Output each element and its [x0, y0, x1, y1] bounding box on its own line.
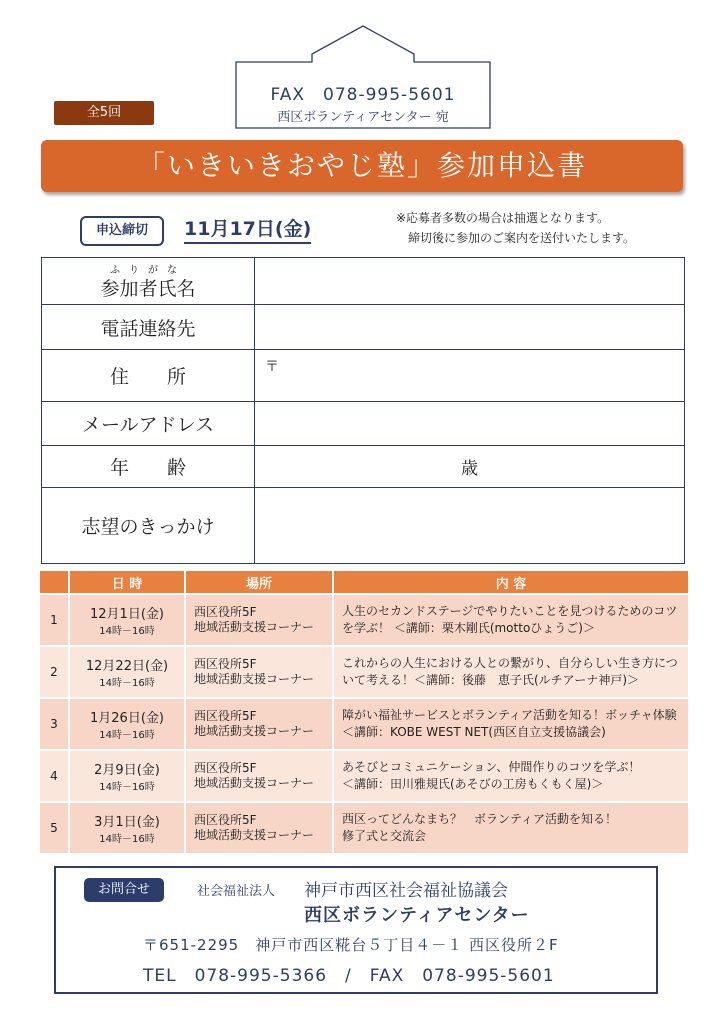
place-line: 西区役所5F	[194, 657, 257, 671]
session-content	[333, 594, 688, 646]
session-time: 14時－16時	[99, 834, 155, 845]
session-datetime	[69, 646, 185, 698]
session-number: 4	[40, 750, 69, 802]
deadline-date: 11月17日(金)	[184, 214, 311, 244]
place-line: 地域活動支援コーナー	[194, 828, 315, 842]
place-line: 地域活動支援コーナー	[194, 620, 315, 634]
session-date: 1月26日(金)	[90, 711, 164, 726]
session-datetime	[69, 802, 185, 853]
session-time: 14時－16時	[99, 730, 155, 741]
session-count-badge: 全5回	[54, 101, 154, 125]
place-line: 西区役所5F	[194, 605, 257, 619]
session-number: 5	[40, 802, 69, 853]
contact-phone-fax: TEL 078-995-5366 / FAX 078-995-5601	[143, 966, 555, 986]
table-row	[40, 698, 688, 750]
content-line: ＜講師：田川雅規氏(あそびの工房もくもく屋)＞	[342, 777, 604, 791]
session-datetime	[69, 750, 185, 802]
name-label: 参加者氏名	[100, 278, 196, 300]
session-date: 12月1日(金)	[90, 607, 164, 622]
lottery-note: ※応募者多数の場合は抽選となります。	[396, 211, 610, 225]
postal-mark: 〒	[265, 359, 279, 375]
place-line: 西区役所5F	[194, 761, 257, 775]
content-line: 西区ってどんなまち？ ボランティア活動を知る！	[342, 812, 618, 826]
name-kana: ふりがな	[110, 265, 186, 276]
header-content: 内 容	[333, 571, 688, 594]
session-place	[185, 646, 333, 698]
name-field[interactable]	[255, 258, 685, 305]
org-type: 社会福祉法人	[197, 884, 276, 899]
table-row	[40, 750, 688, 802]
content-line: 修了式と交流会	[342, 829, 427, 843]
session-date: 3月1日(金)	[94, 815, 160, 830]
session-date: 2月9日(金)	[94, 763, 160, 778]
schedule-table	[40, 571, 688, 853]
address-field[interactable]	[255, 350, 685, 402]
application-form	[41, 257, 685, 564]
place-line: 地域活動支援コーナー	[194, 672, 315, 686]
table-row	[40, 594, 688, 646]
place-line: 地域活動支援コーナー	[194, 724, 315, 738]
deadline-badge: 申込締切	[80, 216, 164, 246]
session-content	[333, 802, 688, 853]
session-number: 2	[40, 646, 69, 698]
center-name: 西区ボランティアセンター	[304, 905, 530, 926]
session-place	[185, 698, 333, 750]
motive-field[interactable]	[255, 488, 685, 564]
session-place	[185, 750, 333, 802]
age-field[interactable]	[255, 446, 685, 488]
session-time: 14時－16時	[99, 782, 155, 793]
session-content	[333, 698, 688, 750]
org-name: 神戸市西区社会福祉協議会	[304, 881, 508, 901]
phone-label: 電話連絡先	[42, 305, 255, 350]
session-datetime	[69, 698, 185, 750]
content-line: いて考える！＜講師：後藤 恵子氏(ルチアーナ神戸)＞	[342, 673, 640, 687]
table-row	[40, 646, 688, 698]
content-line: 障がい福祉サービスとボランティア活動を知る！ボッチャ体験	[342, 708, 677, 722]
place-line: 西区役所5F	[194, 813, 257, 827]
session-number: 1	[40, 594, 69, 646]
content-line: これからの人生における人との繋がり、自分らしい生き方につ	[342, 656, 678, 670]
guidance-note: 締切後に参加のご案内を送付いたします。	[408, 231, 636, 245]
session-number: 3	[40, 698, 69, 750]
session-date: 12月22日(金)	[85, 659, 169, 674]
content-line: ＜講師：KOBE WEST NET(西区自立支援協議会)	[342, 725, 606, 739]
content-line: を学ぶ！ ＜講師：栗木剛氏(mottoひょうご)＞	[342, 621, 595, 635]
age-unit: 歳	[461, 459, 478, 479]
session-place	[185, 802, 333, 853]
content-line: あそびとコミュニケーション、仲間作りのコツを学ぶ！	[342, 760, 641, 774]
session-place	[185, 594, 333, 646]
motive-label: 志望のきっかけ	[42, 488, 255, 564]
place-line: 地域活動支援コーナー	[194, 776, 315, 790]
session-content	[333, 646, 688, 698]
email-label: メールアドレス	[42, 402, 255, 446]
header-no	[40, 571, 69, 594]
email-field[interactable]	[255, 402, 685, 446]
phone-field[interactable]	[255, 305, 685, 350]
contact-badge: お問合せ	[84, 878, 164, 902]
fax-number: FAX 078-995-5601	[270, 85, 456, 105]
session-datetime	[69, 594, 185, 646]
page-title: 「いきいきおやじ塾」参加申込書	[41, 140, 683, 192]
place-line: 西区役所5F	[194, 709, 257, 723]
contact-address: 〒651-2295 神戸市西区糀台５丁目４－１ 西区役所２F	[143, 936, 559, 954]
age-label: 年 齢	[42, 446, 255, 488]
table-row	[40, 802, 688, 853]
content-line: 人生のセカンドステージでやりたいことを見つけるためのコツ	[342, 604, 678, 618]
fax-recipient: 西区ボランティアセンター 宛	[277, 110, 449, 125]
header-place: 場所	[185, 571, 333, 594]
name-label-cell	[42, 258, 255, 305]
session-time: 14時－16時	[99, 626, 155, 637]
session-time: 14時－16時	[99, 678, 155, 689]
session-content	[333, 750, 688, 802]
address-label: 住 所	[42, 350, 255, 402]
header-date: 日 時	[69, 571, 185, 594]
